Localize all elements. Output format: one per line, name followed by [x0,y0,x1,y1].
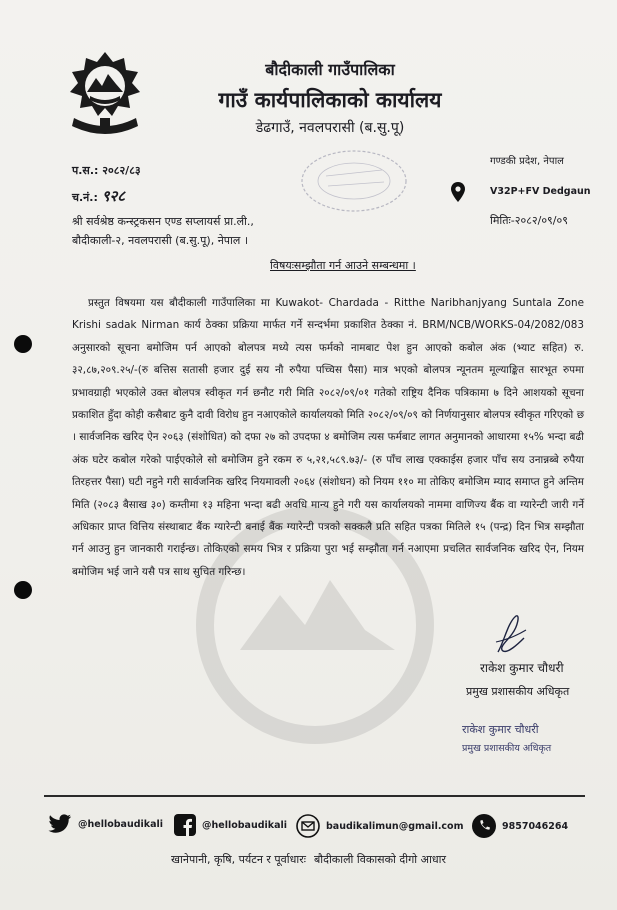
footer-tagline [0,852,617,867]
twitter-handle[interactable] [48,814,163,834]
plus-code: V32P+FV Dedgaun [490,186,591,197]
phone-icon [472,814,496,838]
ps-value: २०८२/८३ [102,164,141,177]
phone-text: 9857046264 [502,820,569,832]
email-contact[interactable] [296,814,464,838]
office-name: गाउँ कार्यपालिकाको कार्यालय [218,88,442,112]
nepal-emblem-logo [66,48,144,140]
tagline-part-2: बौदीकाली विकासको दीगो आधार [313,853,446,866]
twitter-text: @hellobaudikali [78,818,164,830]
signatory-title: प्रमुख प्रशासकीय अधिकृत [466,685,570,698]
letter-body: प्रस्तुत विषयमा यस बौदीकाली गाउँपालिका मा Kuwakot- Chardada - Ritthe Naribhanjyang Suntala Zone Krishi sadak Nirman कार्य ठेक्का प्रक्रिया मार्फत गर्ने सन्दर्भमा प्रकाशित ठेक्का नं. BRM/NCB/WORKS-04/2082/083 अनुसारको सूचना बमोजिम पर्न आएको बोलपत्र मध्ये त्यस फर्मको नामबाट पेश हुन आएको कबोल अंक (भ्याट सहित) रु. ३२,८७,२०९.२५/-(रु बत्तिस सतासी हजार दुई सय नौ रुपैया पच्चिस पैसा) मात्र भएको बोलपत्र न्यूनतम मूल्याङ्कित सारभूत रुपमा प्रभावग्राही भएकोले उक्त बोलपत्र स्वीकृत गर्न छनौट गरी मिति २०८२/०९/०१ गतेको राष्ट्रिय दैनिक पत्रिकामा ७ दिने आशयको सूचना प्रकाशित हुँदा कोही कसैबाट कुनै दावी विरोध हुन नआएकोले कार्यालयको मिति २०८२/०९/०९ को निर्णयानुसार बोलपत्र स्वीकृत गरिएको छ । सार्वजनिक खरिद ऐन २०६३ (संशोधित) को दफा २७ को उपदफा ४ बमोजिम त्यस फर्मबाट लागत अनुमानको आधारमा १५% भन्दा बढी अंक घटेर कबोल गरेको पाईएकोले सो बमोजिम हुने रकम रु ५,२१,५८९.७३/- (रु पाँच लाख एक्काईस हजार पाँच सय उनान्नब्बे रुपैया तिरहत्तर पैसा) घटी नहुने गरी सार्वजनिक खरिद नियमावली २०६४ (संशोधन) को नियम ११० मा तोकिए बमोजिम म्याद समाप्त हुने अन्तिम मिति (२०८३ बैसाख ३०) कम्तीमा १३ महिना भन्दा बढी अवधि मान्य हुने गरी यस कार्यालयको नाममा वाणिज्य बैंक वा ग्यारेन्टी जारी गर्ने अधिकार प्राप्त वित्तिय संस्थाबाट बैंक ग्यारेन्टी बनाई बैंक ग्यारेन्टी पत्रको सक्कलै प्रति सहित पत्रका मितिले १५ (पन्द्र) दिन भित्र सम्झौता गर्न आउनु हुन जानकारी गराईन्छ। तोकिएको समय भित्र र प्रक्रिया पुरा भई सम्झौता गर्न नआएमा प्रचलित सार्वजनिक खरिद ऐन, नियम बमोजिम भई जाने यसै पत्र साथ सुचित गरिन्छ। [72,297,584,578]
location-pin-icon [451,182,465,202]
stamp-signatory-name: राकेश कुमार चौधरी [462,723,539,736]
recipient-line-2: बौदीकाली-२, नवलपरासी (ब.सु.पू), नेपाल । [72,234,249,247]
handwritten-signature [490,612,530,658]
signatory-name: राकेश कुमार चौधरी [480,661,564,675]
province-label: गण्डकी प्रदेश, नेपाल [490,156,564,167]
recipient-line-1: श्री सर्वश्रेष्ठ कन्स्ट्रकसन एण्ड सप्लायर्स प्रा.ली., [72,215,254,228]
fiscal-year-ref [72,163,141,178]
facebook-text: @hellobaudikali [202,819,288,831]
punch-hole-top [14,335,32,353]
date-value: २०८२/०९/०९ [514,214,568,227]
punch-hole-bottom [14,581,32,599]
office-address: डेढगाउँ, नवलपरासी (ब.सु.पू) [255,120,405,136]
facebook-handle[interactable] [174,814,287,836]
phone-contact[interactable] [472,814,568,838]
recipient-block [72,212,254,250]
ps-label: प.स.: [72,164,99,177]
email-text: baudikalimun@gmail.com [326,820,464,832]
email-icon [296,814,320,838]
tagline-part-1: खानेपानी, कृषि, पर्यटन र पूर्वाधारः [171,853,306,866]
cn-value: ९२८ [101,187,126,205]
stamp-signatory-title: प्रमुख प्रशासकीय अधिकृत [462,743,552,754]
letter-date [490,213,568,228]
cn-label: च.नं.: [72,191,98,204]
footer-divider [44,795,585,797]
letter-subject: विषयःसम्झौता गर्न आउने सम्बन्धमा । [270,259,416,272]
facebook-icon [174,814,196,836]
dispatch-stamp [296,142,412,220]
twitter-icon [48,814,72,834]
dispatch-number [72,186,125,206]
municipality-name: बौदीकाली गाउँपालिका [265,60,395,79]
date-label: मितिः- [490,214,515,227]
